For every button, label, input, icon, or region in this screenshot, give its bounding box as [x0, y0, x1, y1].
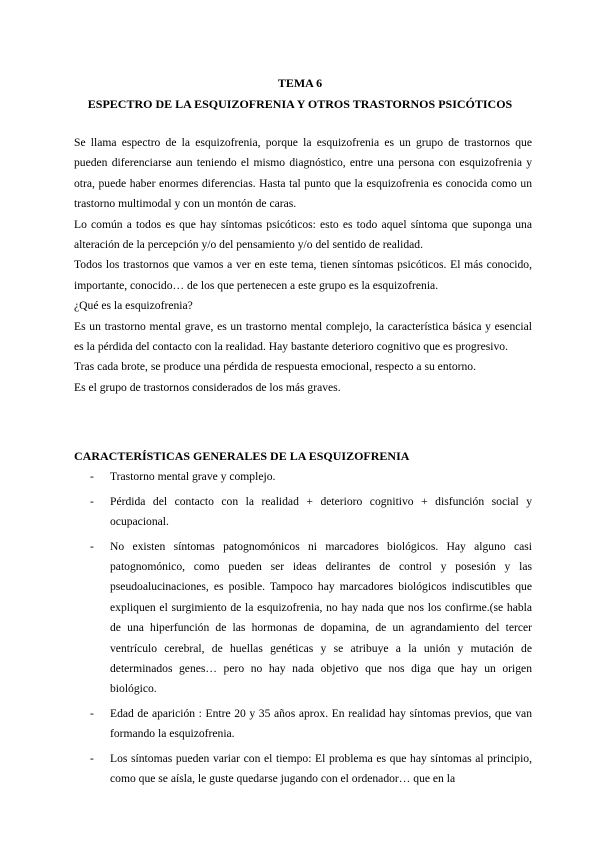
bullet-marker: -: [90, 470, 94, 483]
bullet-marker: -: [90, 539, 94, 553]
tema-heading: TEMA 6: [277, 76, 323, 90]
list-item-text: Pérdida del contacto con la realidad + deterioro cognitivo + disfunción social y ocupacional.: [110, 494, 532, 528]
list-item-text: No existen síntomas patognomónicos ni marcadores biológicos. Hay alguno casi patognomónico, como pueden ser ideas delirantes de control y posesión y las pseudoalucinaciones, es posible. Tampoco hay marcadores biológicos indiscutibles que expliquen el surgimiento de la esquizofrenia, no hay nada que nos los confirme.(se habla de una hiperfunción de las hormonas de dopamina, de un agrandamiento del tercer ventrículo cerebral, de huellas genéticas y se atribuye a la unión y mutación de determinados genes… pero no hay nada objetivo que nos diga que hay un origen biológico.: [110, 539, 532, 696]
bullet-marker: -: [90, 707, 94, 721]
paragraph-severity: Es el grupo de trastornos considerados de los más graves.: [74, 380, 341, 394]
bullet-marker: -: [90, 752, 94, 766]
list-item: [74, 492, 532, 533]
document-title: ESPECTRO DE LA ESQUIZOFRENIA Y OTROS TRASTORNOS PSICÓTICOS: [87, 97, 513, 111]
list-item-text: Edad de aparición : Entre 20 y 35 años aprox. En realidad hay síntomas previos, que van formando la esquizofrenia.: [110, 707, 532, 741]
section-title: CARACTERÍSTICAS GENERALES DE LA ESQUIZOFRENIA: [74, 449, 410, 463]
paragraph-what-is: Es un trastorno mental grave, es un trastorno mental complejo, la característica básica y esencial es la pérdida del contacto con la realidad. Hay bastante deterioro cognitivo que es progresivo.: [74, 319, 532, 354]
paragraph-disorders: Todos los trastornos que vamos a ver en este tema, tienen síntomas psicóticos. El más conocido, importante, conocido… de los que pertenecen a este grupo es la esquizofrenia.: [74, 258, 532, 292]
paragraph-emotional-loss: Tras cada brote, se produce una pérdida de respuesta emocional, respecto a su entorno.: [74, 360, 476, 374]
list-item: [74, 537, 532, 700]
characteristics-list: [74, 467, 532, 794]
list-item-text: Los síntomas pueden variar con el tiempo: El problema es que hay síntomas al principio, como que se aísla, le guste quedarse jugando con el ordenador… que en la: [110, 752, 532, 786]
list-item: [74, 467, 532, 487]
intro-body: [74, 133, 532, 398]
paragraph-common-symptoms: Lo común a todos es que hay síntomas psicóticos: esto es todo aquel síntoma que suponga una alteración de la percepción y/o del pensamiento y/o del sentido de realidad.: [74, 217, 532, 252]
list-item-text: Trastorno mental grave y complejo.: [110, 470, 276, 483]
paragraph-definition: Se llama espectro de la esquizofrenia, porque la esquizofrenia es un grupo de trastornos que pueden diferenciarse aun teniendo el mismo diagnóstico, entre una persona con esquizofrenia y otra, puede haber enormes diferencias. Hasta tal punto que la esquizofrenia es conocida como un trastorno multimodal y con un montón de caras.: [74, 136, 532, 211]
list-item: [74, 749, 532, 790]
paragraph-question: ¿Qué es la esquizofrenia?: [74, 299, 193, 313]
bullet-marker: -: [90, 494, 94, 508]
list-item: [74, 704, 532, 745]
